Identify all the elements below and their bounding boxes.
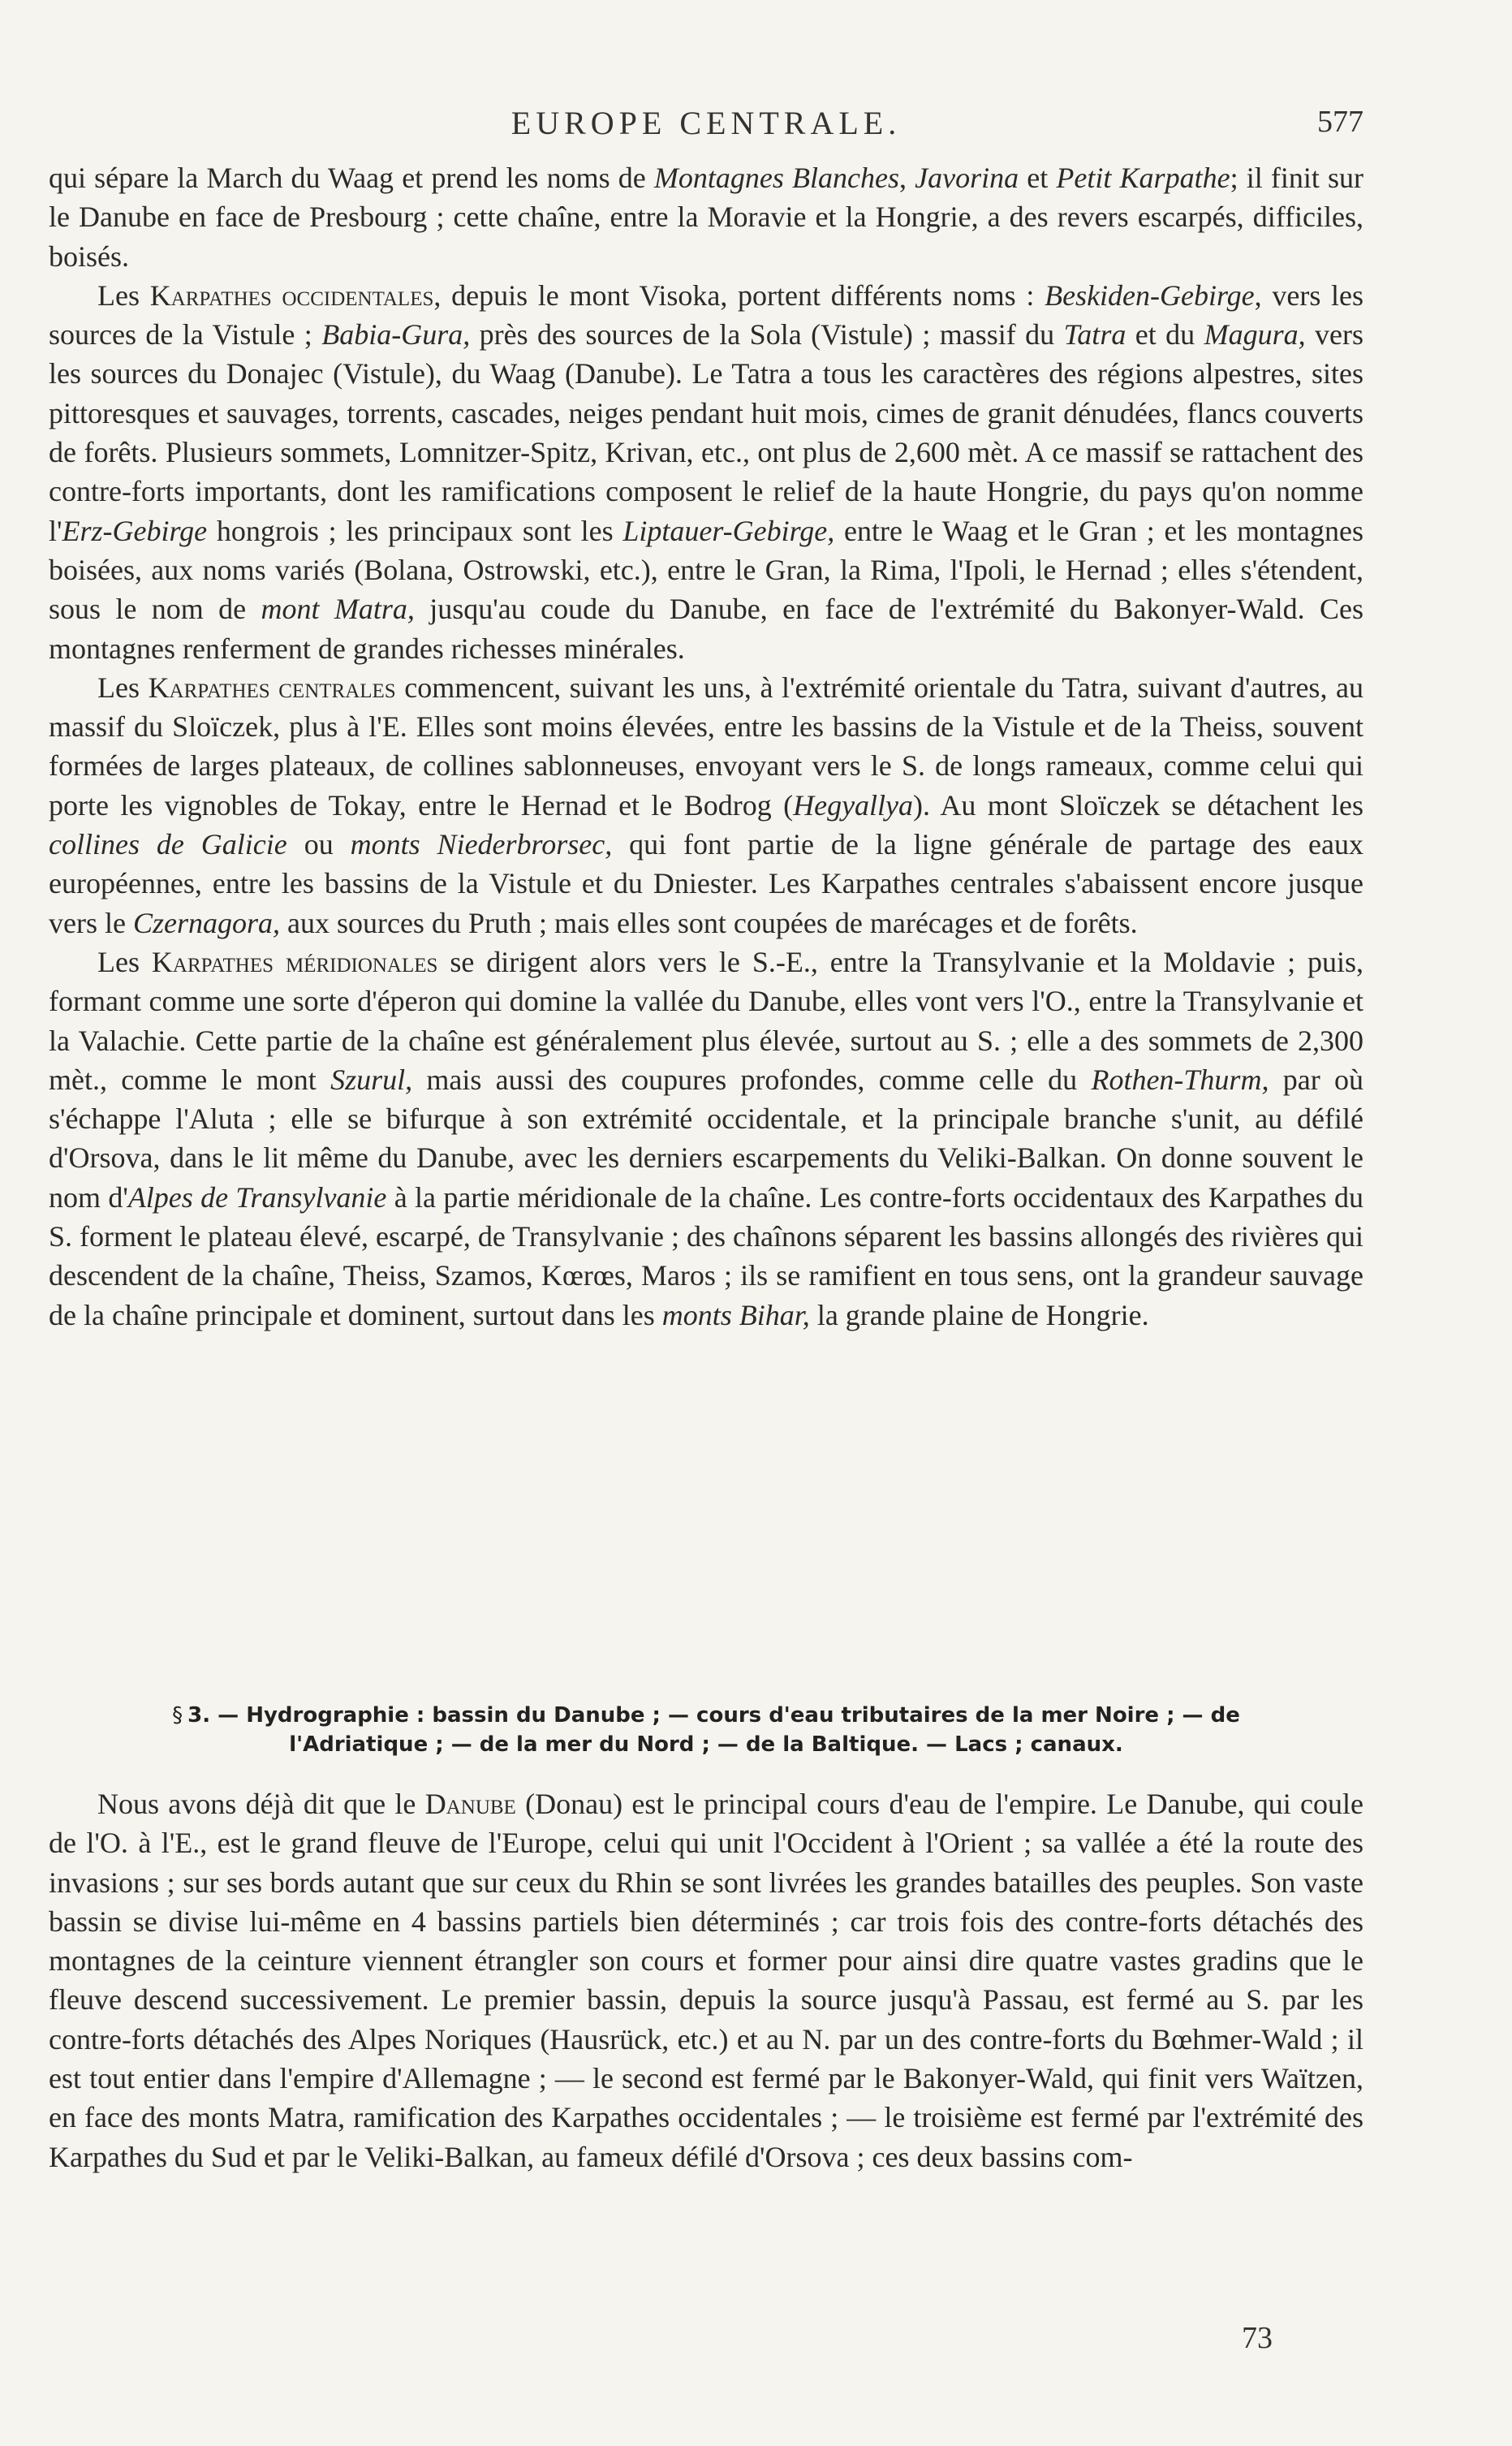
text-run: ). Au mont Sloïczek se détachent les <box>913 788 1363 822</box>
italic-run: Hegyallya <box>793 788 914 822</box>
italic-run: Javorina <box>915 162 1019 194</box>
italic-run: Babia-Gura, <box>321 318 471 352</box>
text-run: près des sources de la Sola (Vistule) ; massif du <box>470 318 1064 352</box>
text-run: entre le Waag et le Gran ; et les montagnes boisées, aux noms variés (Bolana, Ostrowski, etc.), entre le Gran, la Rima, l'Ipoli, le Hernad ; elles s'étendent, sous le nom de <box>49 514 1363 626</box>
text-run: , <box>899 162 915 194</box>
body-text <box>49 158 1363 1335</box>
text-run: vers les sources du Donajec (Vistule), du Waag (Danube). Le Tatra a tous les caractères des régions alpestres, sites pittoresques et sauvages, torrents, cascades, neiges pendant huit mois, cimes de granit dénudées, flancs couverts de forêts. Plusieurs sommets, Lomnitzer-Spitz, Krivan, etc., ont plus de 2,600 mèt. A ce massif se rattachent des contre-forts importants, dont les ramifications composent le relief de la haute Hongrie, du pays qu'on nomme l' <box>49 318 1363 547</box>
section-heading-line-2: l'Adriatique ; — de la mer du Nord ; — de la Baltique. — Lacs ; canaux. <box>289 1732 1123 1757</box>
italic-run: Magura, <box>1204 318 1306 352</box>
paragraph-1 <box>49 158 1363 276</box>
text-run: Nous avons déjà dit que le <box>97 1788 425 1820</box>
paragraph-3 <box>49 668 1363 943</box>
signature-mark: 73 <box>1242 2321 1273 2355</box>
small-caps-run: Karpathes méridionales <box>151 945 438 978</box>
italic-run: Beskiden-Gebirge <box>1045 278 1255 312</box>
italic-run: Petit Karpathe <box>1056 162 1230 194</box>
paragraph-5 <box>49 1784 1363 2176</box>
text-run: Les <box>97 278 150 312</box>
italic-run: monts Niederbrorsec, <box>350 828 613 861</box>
text-run: se dirigent alors vers le S.-E., entre la Transylvanie et la Moldavie ; puis, formant comme une sorte d'éperon qui domine la vallée du Danube, elles vont vers l'O., entre la Transylvanie et la Valachie. Cette partie de la chaîne est généralement plus élevée, surtout au S. ; elle a des sommets de 2,300 mèt., comme le mont <box>49 945 1364 1096</box>
section-heading <box>49 1701 1363 1759</box>
italic-run: Tatra <box>1063 318 1126 352</box>
text-run: mais aussi des coupures profondes, comme celle du <box>412 1063 1092 1096</box>
text-run: qui sépare la March du Waag et prend les noms de <box>49 162 654 194</box>
text-run: , vers les sources de la Vistule ; <box>49 278 1364 352</box>
text-run: Les <box>97 945 152 978</box>
text-run: ou <box>286 828 351 861</box>
text-run: qui font partie de la ligne générale de partage des eaux européennes, entre les bassins de la Vistule et du Dniester. Les Karpathes centrales s'abaissent encore jusque vers le <box>49 828 1364 939</box>
text-run: et du <box>1126 318 1204 352</box>
italic-run: monts Bihar, <box>661 1298 810 1331</box>
italic-run: Rothen-Thurm, <box>1091 1063 1269 1096</box>
paragraph-4 <box>49 943 1363 1335</box>
text-run: , depuis le mont Visoka, portent différents noms : <box>433 278 1045 312</box>
section-heading-line-1 <box>49 1701 1363 1730</box>
text-run: (Donau) est le principal cours d'eau de l'empire. Le Danube, qui coule de l'O. à l'E., est le grand fleuve de l'Europe, celui qui unit l'Occident à l'Orient ; sa vallée a été la route des invasions ; sur ses bords autant que sur ceux du Rhin se sont livrées les grandes batailles des peuples. Son vaste bassin se divise lui-même en 4 bassins partiels bien déterminés ; car trois fois des contre-forts détachés des montagnes de la ceinture viennent étrangler son cours et former pour ainsi dire quatre vastes gradins que le fleuve descend successivement. Le premier bassin, depuis la source jusqu'à Passau, est fermé au S. par les contre-forts détachés des Alpes Noriques (Hausrück, etc.) et au N. par un des contre-forts du Bœhmer-Wald ; il est tout entier dans l'empire d'Allemagne ; — le second est fermé par le Bakonyer-Wald, qui finit vers Waïtzen, en face des monts Matra, ramification des Karpathes occidentales ; — le troisième est fermé par l'extrémité des Karpathes du Sud et par le Veliki-Balkan, au fameux défilé d'Orsova ; ces deux bassins com- <box>49 1788 1363 2173</box>
body-text-2 <box>49 1784 1363 2176</box>
text-run: aux sources du Pruth ; mais elles sont coupées de marécages et de forêts. <box>280 906 1138 939</box>
paragraph-2 <box>49 276 1363 668</box>
italic-run: Montagnes Blanches <box>653 162 899 194</box>
text-run: Les <box>97 671 149 704</box>
text-run: à la partie méridionale de la chaîne. Les contre-forts occidentaux des Karpathes du S. forment le plateau élevé, escarpé, de Transylvanie ; des chaînons séparent les bassins allongés des rivières qui descendent de la chaîne, Theiss, Szamos, Kœrœs, Maros ; ils se ramifient en tous sens, ont la grandeur sauvage de la chaîne principale et dominent, surtout dans les <box>49 1180 1363 1331</box>
page-number: 577 <box>1317 105 1363 139</box>
small-caps-run: Karpathes occidentales <box>149 278 434 312</box>
small-caps-run: Danube <box>424 1788 516 1820</box>
section-heading-text-1: — Hydrographie : bassin du Danube ; — cours d'eau tributaires de la mer Noire ; — de <box>218 1703 1240 1728</box>
italic-run: Czernagora, <box>132 906 280 939</box>
italic-run: Liptauer-Gebirge, <box>622 514 835 547</box>
section-number: 3. <box>187 1703 211 1728</box>
text-run: la grande plaine de Hongrie. <box>809 1298 1149 1331</box>
page-header <box>49 104 1363 153</box>
section-symbol: § <box>172 1703 183 1728</box>
italic-run: Alpes de Transylvanie <box>127 1180 387 1214</box>
italic-run: Szurul, <box>330 1063 413 1096</box>
text-run: et <box>1019 162 1057 194</box>
text-run: hongrois ; les principaux sont les <box>207 514 623 547</box>
text-run: commencent, suivant les uns, à l'extrémité orientale du Tatra, suivant d'autres, au massif du Sloïczek, plus à l'E. Elles sont moins élevées, entre les bassins de la Vistule et de la Theiss, souvent formées de larges plateaux, de collines sablonneuses, envoyant vers le S. de longs rameaux, comme celui qui porte les vignobles de Tokay, entre le Hernad et le Bodrog ( <box>49 671 1363 822</box>
italic-run: Erz-Gebirge <box>62 514 208 547</box>
text-run: par où s'échappe l'Aluta ; elle se bifurque à son extrémité occidentale, et la principale branche s'unit, au défilé d'Orsova, dans le lit même du Danube, avec les derniers escarpements du Veliki-Balkan. On donne souvent le nom d' <box>49 1063 1363 1214</box>
italic-run: collines de Galicie <box>49 828 287 861</box>
italic-run: mont Matra, <box>261 593 415 626</box>
small-caps-run: Karpathes centrales <box>148 671 396 704</box>
running-head: EUROPE CENTRALE. <box>510 105 902 141</box>
text-run: ; il finit sur le Danube en face de Presbourg ; cette chaîne, entre la Moravie et la Hongrie, a des revers escarpés, difficiles, boisés. <box>49 162 1364 273</box>
text-run: jusqu'au coude du Danube, en face de l'extrémité du Bakonyer-Wald. Ces montagnes renferment de grandes richesses minérales. <box>49 593 1364 665</box>
